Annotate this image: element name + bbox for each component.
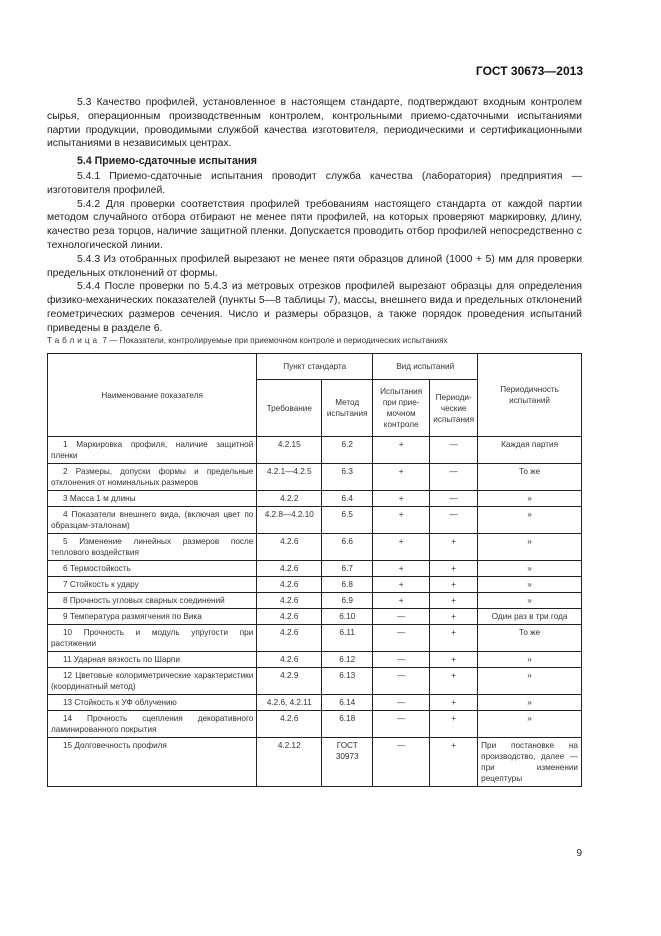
row-periodic: + xyxy=(430,652,478,668)
row-periodic: + xyxy=(430,561,478,577)
paragraph-5-4-4: 5.4.4 После проверки по 5.4.3 из метровых отрезков профилей вырезают образцы для определения физико-механических показателей (пункты 5—8 таблицы 7), массы, внешнего вида и предельных отклонений геометрических размеров сечения. Число и размеры образцов, а также порядок проведения испытаний приведены в разделе 6. xyxy=(47,281,582,334)
row-acceptance: — xyxy=(373,738,430,787)
row-name: 14 Прочность сцепления декоративного ламинированного покрытия xyxy=(48,711,257,738)
row-frequency: » xyxy=(478,593,582,609)
row-acceptance: + xyxy=(373,491,430,507)
row-acceptance: — xyxy=(373,609,430,625)
section-heading-5-4: 5.4 Приемо-сдаточные испытания xyxy=(77,155,257,168)
table-row xyxy=(48,561,582,577)
row-periodic: + xyxy=(430,609,478,625)
row-method: ГОСТ 30973 xyxy=(322,738,373,787)
row-periodic: — xyxy=(430,507,478,534)
document-id-header: ГОСТ 30673—2013 xyxy=(475,64,583,78)
row-acceptance: — xyxy=(373,668,430,695)
row-frequency: » xyxy=(478,695,582,711)
row-frequency: » xyxy=(478,534,582,561)
row-frequency: Каждая партия xyxy=(478,437,582,464)
paragraph-5-4-2: 5.4.2 Для проверки соответствия профилей требованиям настоящего стандарта от каждой партии методом случайного отбора отбирают не менее пяти профилей, на которых проверяют маркировку, длину, качество реза торцов, наличие защитной пленки. Допускается проводить отбор профилей непосредственно с технологической линии. xyxy=(47,198,582,251)
row-name: 5 Изменение линейных размеров после теплового воздействия xyxy=(48,534,257,561)
row-name: 13 Стойкость к УФ облучению xyxy=(48,695,257,711)
row-acceptance: + xyxy=(373,593,430,609)
row-requirement: 4.2.6 xyxy=(257,609,322,625)
row-acceptance: + xyxy=(373,561,430,577)
table-caption xyxy=(47,336,448,345)
table-row xyxy=(48,593,582,609)
header-method: Метод испытания xyxy=(322,380,373,437)
table-row xyxy=(48,711,582,738)
row-acceptance: + xyxy=(373,464,430,491)
row-name: 6 Термостойкость xyxy=(48,561,257,577)
row-acceptance: + xyxy=(373,534,430,561)
row-periodic: + xyxy=(430,577,478,593)
row-periodic: + xyxy=(430,695,478,711)
table-caption-text: 7 — Показатели, контролируемые при приемочном контроле и периодических испытаниях xyxy=(102,336,448,345)
row-requirement: 4.2.6 xyxy=(257,593,322,609)
table-row xyxy=(48,577,582,593)
row-acceptance: — xyxy=(373,652,430,668)
row-name: 4 Показатели внешнего вида, (включая цвет по образцам-эталонам) xyxy=(48,507,257,534)
table-row xyxy=(48,437,582,464)
table-row xyxy=(48,738,582,787)
row-method: 6.12 xyxy=(322,652,373,668)
row-requirement: 4.2.6 xyxy=(257,561,322,577)
row-frequency: При постановке на производство, далее — при изменении рецептуры xyxy=(478,738,582,787)
row-method: 6.7 xyxy=(322,561,373,577)
row-name: 12 Цветовые колориметрические характеристики (координатный метод) xyxy=(48,668,257,695)
row-requirement: 4.2.6 xyxy=(257,711,322,738)
row-name: 11 Ударная вязкость по Шарпи xyxy=(48,652,257,668)
row-name: 15 Долговечность профиля xyxy=(48,738,257,787)
document-body xyxy=(47,96,582,336)
table-row xyxy=(48,625,582,652)
row-frequency: » xyxy=(478,668,582,695)
table-row xyxy=(48,695,582,711)
row-name: 10 Прочность и модуль упругости при растяжении xyxy=(48,625,257,652)
row-requirement: 4.2.15 xyxy=(257,437,322,464)
row-periodic: — xyxy=(430,464,478,491)
page-number: 9 xyxy=(576,848,582,859)
row-periodic: + xyxy=(430,534,478,561)
row-method: 6.5 xyxy=(322,507,373,534)
table-row xyxy=(48,668,582,695)
row-method: 6.14 xyxy=(322,695,373,711)
row-requirement: 4.2.12 xyxy=(257,738,322,787)
row-method: 6.4 xyxy=(322,491,373,507)
table-row xyxy=(48,507,582,534)
row-frequency: То же xyxy=(478,464,582,491)
table-caption-label: Таблица xyxy=(47,336,101,345)
table-row xyxy=(48,609,582,625)
header-clause: Пункт стандарта xyxy=(257,354,373,380)
row-acceptance: — xyxy=(373,711,430,738)
row-name: 2 Размеры, допуски формы и предельные отклонения от номинальных размеров xyxy=(48,464,257,491)
row-frequency: » xyxy=(478,711,582,738)
row-frequency: » xyxy=(478,491,582,507)
row-requirement: 4.2.2 xyxy=(257,491,322,507)
row-frequency: » xyxy=(478,577,582,593)
row-method: 6.9 xyxy=(322,593,373,609)
row-periodic: + xyxy=(430,625,478,652)
row-periodic: + xyxy=(430,668,478,695)
row-periodic: — xyxy=(430,437,478,464)
table-row xyxy=(48,464,582,491)
row-frequency: Один раз в три года xyxy=(478,609,582,625)
row-acceptance: + xyxy=(373,507,430,534)
row-requirement: 4.2.8—4.2.10 xyxy=(257,507,322,534)
row-method: 6.6 xyxy=(322,534,373,561)
row-method: 6.3 xyxy=(322,464,373,491)
header-test-type: Вид испытаний xyxy=(373,354,478,380)
header-name: Наименование показателя xyxy=(48,354,257,437)
row-method: 6.2 xyxy=(322,437,373,464)
row-method: 6.8 xyxy=(322,577,373,593)
row-acceptance: — xyxy=(373,625,430,652)
row-requirement: 4.2.6 xyxy=(257,577,322,593)
paragraph-5-3: 5.3 Качество профилей, установленное в настоящем стандарте, подтверждают входным контролем сырья, операционным производственным контролем, контрольными приемо-сдаточными испытаниями партии продукции, проводимыми службой качества изготовителя, периодическими и сертификационными испытаниями в независимых центрах. xyxy=(47,97,582,150)
row-requirement: 4.2.9 xyxy=(257,668,322,695)
row-periodic: — xyxy=(430,491,478,507)
row-method: 6.18 xyxy=(322,711,373,738)
row-requirement: 4.2.6 xyxy=(257,534,322,561)
row-name: 9 Температура размягчения по Вика xyxy=(48,609,257,625)
table-row xyxy=(48,652,582,668)
header-requirement: Требование xyxy=(257,380,322,437)
row-requirement: 4.2.6, 4.2.11 xyxy=(257,695,322,711)
header-acceptance: Испытания при прие-мочном контроле xyxy=(373,380,430,437)
row-periodic: + xyxy=(430,711,478,738)
row-periodic: + xyxy=(430,593,478,609)
table-row xyxy=(48,534,582,561)
row-acceptance: + xyxy=(373,437,430,464)
row-name: 3 Масса 1 м длины xyxy=(48,491,257,507)
header-periodic: Периоди-ческие испытания xyxy=(430,380,478,437)
row-acceptance: — xyxy=(373,695,430,711)
row-name: 8 Прочность угловых сварных соединений xyxy=(48,593,257,609)
row-requirement: 4.2.6 xyxy=(257,625,322,652)
row-requirement: 4.2.6 xyxy=(257,652,322,668)
row-method: 6.11 xyxy=(322,625,373,652)
row-method: 6.10 xyxy=(322,609,373,625)
paragraph-5-4-1: 5.4.1 Приемо-сдаточные испытания проводит служба качества (лаборатория) предприятия — изготовителя профилей. xyxy=(47,170,582,196)
row-periodic: + xyxy=(430,738,478,787)
paragraph-5-4-3: 5.4.3 Из отобранных профилей вырезают не менее пяти образцов длиной (1000 + 5) мм для проверки предельных отклонений от формы. xyxy=(47,253,582,279)
row-requirement: 4.2.1—4.2.5 xyxy=(257,464,322,491)
row-method: 6.13 xyxy=(322,668,373,695)
table-row xyxy=(48,491,582,507)
row-frequency: » xyxy=(478,652,582,668)
row-frequency: » xyxy=(478,561,582,577)
row-frequency: То же xyxy=(478,625,582,652)
header-frequency: Периодичность испытаний xyxy=(478,354,582,437)
row-name: 1 Маркировка профиля, наличие защитной пленки xyxy=(48,437,257,464)
table-7 xyxy=(47,353,582,787)
row-name: 7 Стойкость к удару xyxy=(48,577,257,593)
row-frequency: » xyxy=(478,507,582,534)
row-acceptance: + xyxy=(373,577,430,593)
